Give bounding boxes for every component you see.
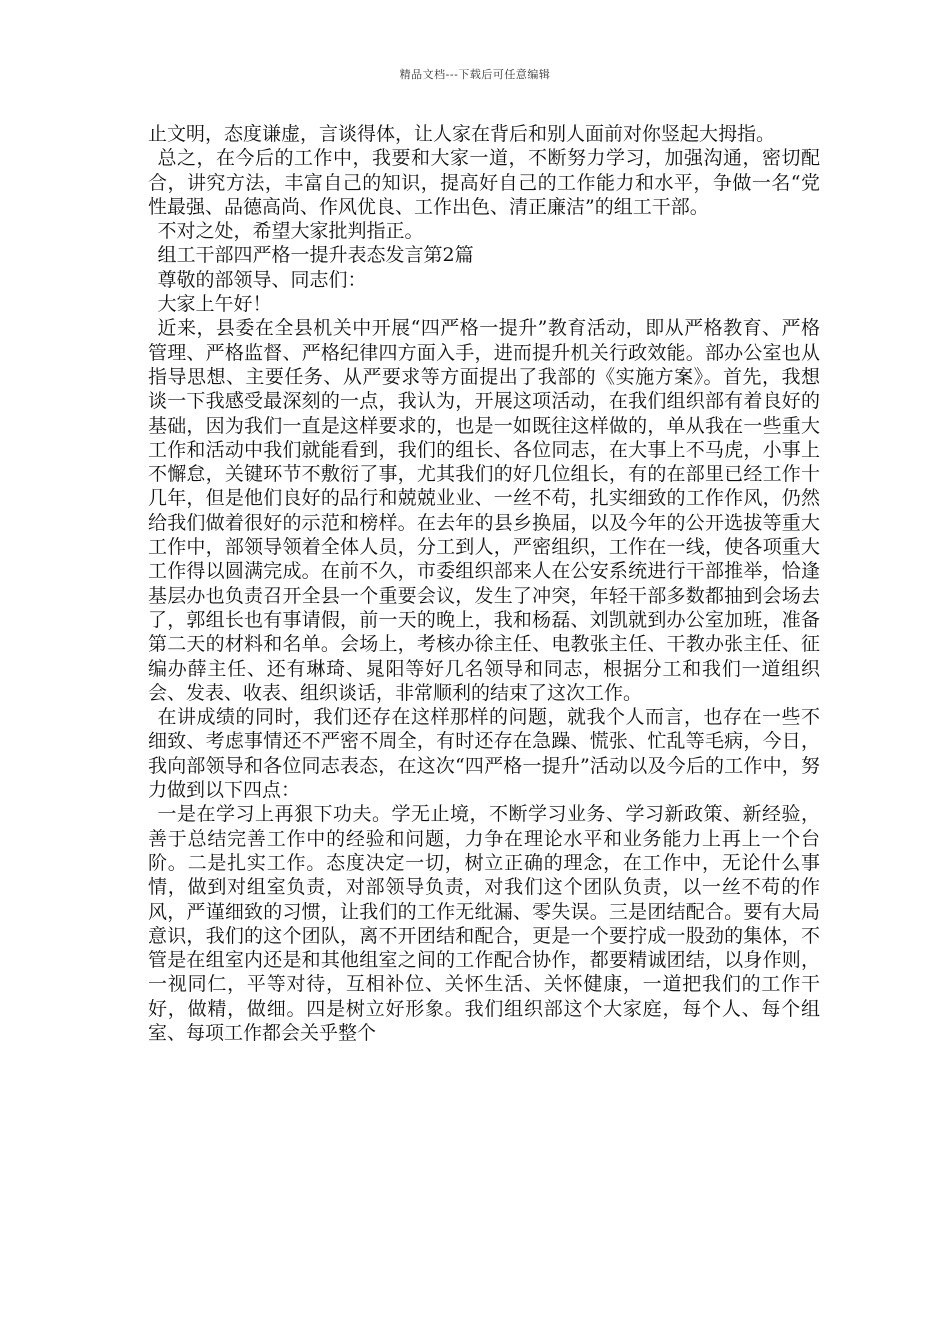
paragraph-continuation: 止文明，态度谦虚，言谈得体，让人家在背后和别人面前对你竖起大拇指。 (148, 123, 776, 145)
paragraph-conclusion: 总之，在今后的工作中，我要和大家一道，不断努力学习，加强沟通，密切配合，讲究方法，丰富自己的知识，提高好自己的工作能力和水平，争做一名“党性最强、品德高尚、作风优良、工作出色、清正廉洁”的组工干部。 (148, 147, 820, 218)
page-header: 精品文档---下载后可任意编辑 (399, 68, 551, 81)
greeting: 大家上午好！ (157, 293, 272, 316)
paragraph-closing: 不对之处，希望大家批判指正。 (157, 220, 424, 243)
paragraph-body: 近来，县委在全县机关中开展“四严格一提升”教育活动，即从严格教育、严格管理、严格监督、严格纪律四方面入手，进而提升机关行政效能。部办公室也从指导思想、主要任务、从严要求等方面提出了我部的《实施方案》。首先，我想谈一下我感受最深刻的一点，我认为，开展这项活动，在我们组织部有着良好的基础，因为我们一直是这样要求的，也是一如既往这样做的，单从我在一些重大工作和活动中我们就能看到，我们的组长、各位同志，在大事上不马虎，小事上不懈怠，关键环节不敷衍了事，尤其我们的好几位组长，有的在部里已经工作十几年，但是他们良好的品行和兢兢业业、一丝不苟，扎实细致的工作作风，仍然给我们做着很好的示范和榜样。在去年的县乡换届，以及今年的公开选拔等重大工作中，部领导领着全体人员，分工到人，严密组织，工作在一线，使各项重大工作得以圆满完成。在前不久，市委组织部来人在公安系统进行干部推举，恰逢基层办也负责召开全县一个重要会议，发生了冲突，年轻干部多数都抽到会场去了，郭组长也有事请假，前一天的晚上，我和杨磊、刘凯就到办公室加班，准备第二天的材料和名单。会场上，考核办徐主任、电教张主任、干教办张主任、征编办薛主任、还有琳琦、晁阳等好几名领导和同志，根据分工和我们一道组织会、发表、收表、组织谈话，非常顺利的结束了这次工作。 (148, 317, 820, 704)
paragraph-commitments: 一是在学习上再狠下功夫。学无止境，不断学习业务、学习新政策、新经验，善于总结完善工作中的经验和问题，力争在理论水平和业务能力上再上一个台阶。二是扎实工作。态度决定一切，树立正确的理念，在工作中，无论什么事情，做到对组室负责，对部领导负责，对我们这个团队负责，以一丝不苟的作风，严谨细致的习惯，让我们的工作无纰漏、零失误。三是团结配合。要有大局意识，我们的这个团队，离不开团结和配合，更是一个要拧成一股劲的集体，不管是在组室内还是和其他组室之间的工作配合协作，都要精诚团结，以身作则，一视同仁，平等对待，互相补位、关怀生活、关怀健康，一道把我们的工作干好，做精，做细。四是树立好形象。我们组织部这个大家庭，每个人、每个组室、每项工作都会关乎整个 (148, 803, 820, 1044)
paragraph-problems: 在讲成绩的同时，我们还存在这样那样的问题，就我个人而言，也存在一些不细致、考虑事情还不严密不周全，有时还存在急躁、慌张、忙乱等毛病，今日，我向部领导和各位同志表态，在这次“四严格一提升”活动以及今后的工作中，努力做到以下四点： (148, 706, 820, 802)
section-title: 组工干部四严格一提升表态发言第2篇 (157, 244, 474, 267)
salutation: 尊敬的部领导、同志们： (157, 268, 367, 291)
document-body (148, 122, 820, 1045)
